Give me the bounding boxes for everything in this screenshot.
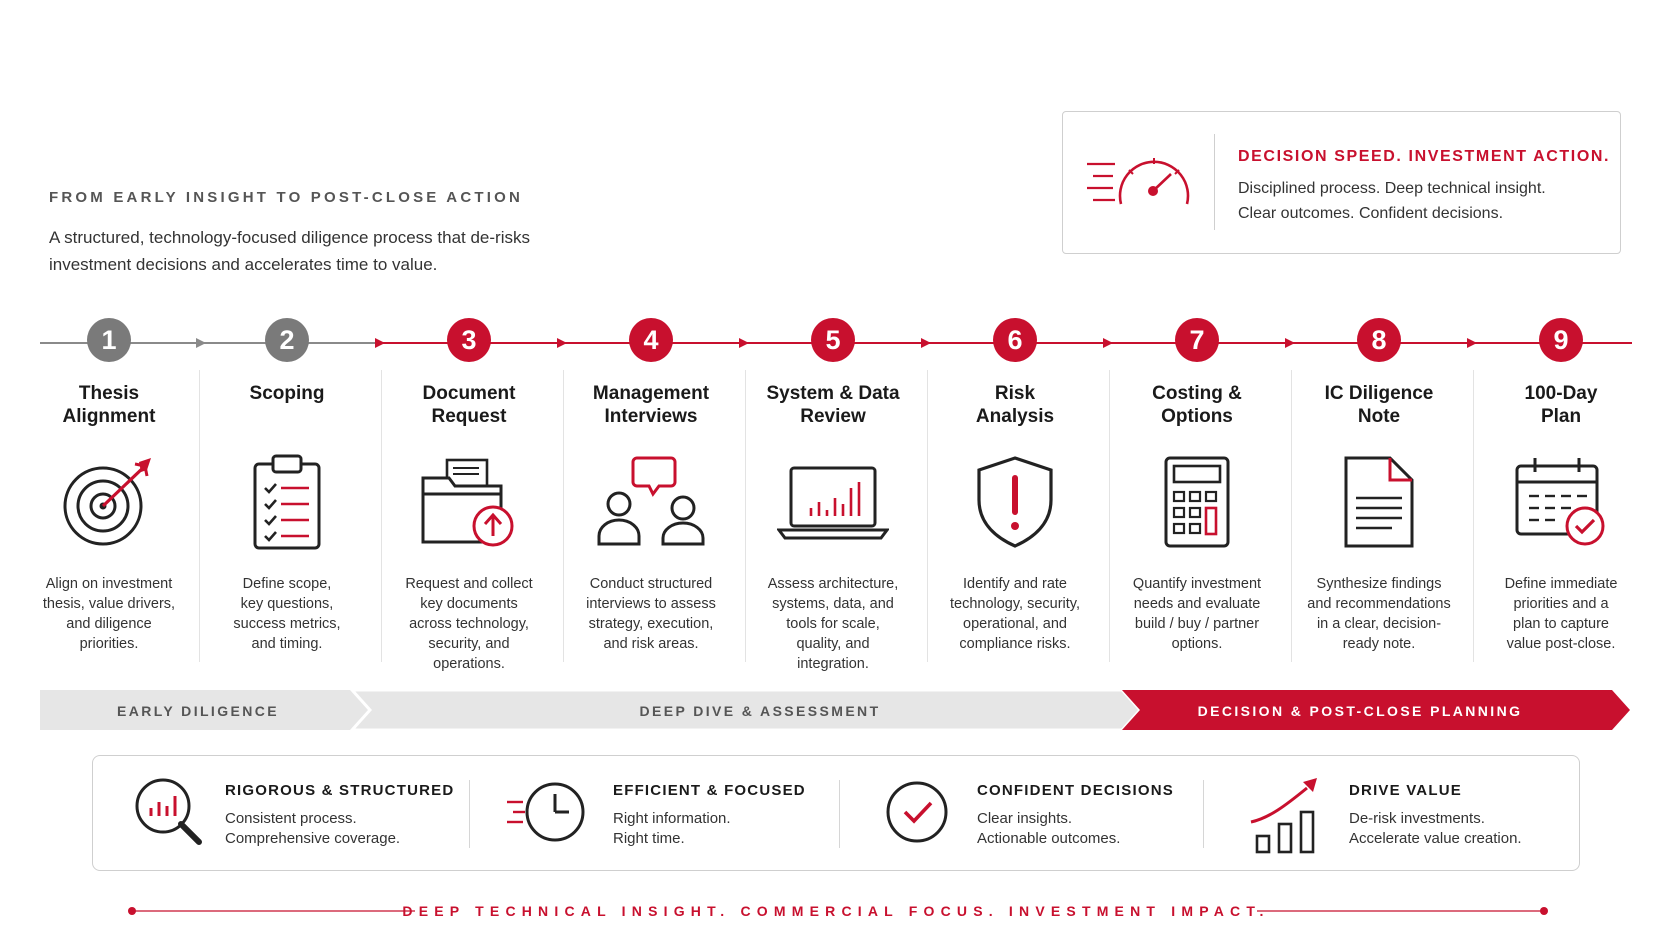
- benefit-separator: [839, 780, 840, 848]
- benefit-line: Right time.: [613, 830, 685, 847]
- step-risk-analysis: [924, 318, 1106, 654]
- clock-speed-icon: [505, 776, 589, 852]
- step-title: Management Interviews: [592, 383, 710, 427]
- step-title: Thesis Alignment: [62, 383, 156, 427]
- step-description: Identify and rate technology, security, operational, and compliance risks.: [949, 576, 1081, 652]
- benefit-title: CONFIDENT DECISIONS: [977, 782, 1174, 799]
- step-description: Quantify investment needs and evaluate build / buy / partner options.: [1132, 576, 1262, 652]
- step-thesis-alignment: [18, 318, 200, 654]
- speedometer-icon: [1083, 148, 1193, 218]
- step-title: Document Request: [422, 383, 516, 427]
- eyebrow-heading: FROM EARLY INSIGHT TO POST-CLOSE ACTION: [49, 189, 523, 206]
- step-number-badge: 4: [629, 318, 673, 362]
- benefit-line: Comprehensive coverage.: [225, 830, 401, 847]
- benefit-title: DRIVE VALUE: [1349, 782, 1462, 799]
- step-number-badge: 9: [1539, 318, 1583, 362]
- step-costing-options: [1106, 318, 1288, 654]
- callout-divider: [1214, 134, 1215, 230]
- step-number-badge: 6: [993, 318, 1037, 362]
- benefit-line: Right information.: [613, 810, 731, 827]
- intro-line-1: A structured, technology-focused diligence process that de-risks: [49, 228, 530, 247]
- step-description: Synthesize findings and recommendations in a clear, decision- ready note.: [1307, 576, 1451, 652]
- shield-alert-icon: [973, 454, 1057, 550]
- benefit-separator: [1203, 780, 1204, 848]
- step-title: Risk Analysis: [975, 383, 1055, 427]
- benefit-line: De-risk investments.: [1349, 810, 1485, 827]
- calendar-check-icon: [1513, 454, 1609, 550]
- benefit-separator: [469, 780, 470, 848]
- step-100-day-plan: [1470, 318, 1652, 654]
- phase-label: DEEP DIVE & ASSESSMENT: [639, 703, 881, 719]
- phase-label: DECISION & POST-CLOSE PLANNING: [1197, 703, 1523, 719]
- benefit-line: Consistent process.: [225, 810, 357, 827]
- step-description: Conduct structured interviews to assess strategy, execution, and risk areas.: [586, 576, 716, 652]
- intro-line-2: investment decisions and accelerates time to value.: [49, 255, 438, 274]
- step-management-interviews: [560, 318, 742, 654]
- intro-text: [49, 224, 609, 278]
- footer-tagline: DEEP TECHNICAL INSIGHT. COMMERCIAL FOCUS. INVESTMENT IMPACT.: [402, 903, 1270, 919]
- benefit-line: Clear insights.: [977, 810, 1073, 827]
- clipboard-checklist-icon: [247, 452, 327, 552]
- step-description: Define immediate priorities and a plan to capture value post-close.: [1504, 576, 1618, 652]
- benefit-efficient: [505, 756, 825, 872]
- callout-line-2: Clear outcomes. Confident decisions.: [1238, 205, 1504, 222]
- step-number-badge: 5: [811, 318, 855, 362]
- step-description: Align on investment thesis, value drivers, and diligence priorities.: [42, 576, 176, 652]
- step-number-badge: 1: [87, 318, 131, 362]
- calculator-icon: [1162, 454, 1232, 550]
- benefit-line: Accelerate value creation.: [1349, 830, 1522, 847]
- step-title: System & Data Review: [766, 383, 900, 427]
- benefit-confident: [885, 756, 1215, 872]
- step-document-request: [378, 318, 560, 674]
- step-title: Scoping: [249, 383, 325, 404]
- magnifier-chart-icon: [133, 776, 209, 852]
- target-icon: [61, 454, 157, 550]
- step-number-badge: 3: [447, 318, 491, 362]
- phase-bar: [40, 690, 1632, 730]
- benefit-rigorous: [133, 756, 453, 872]
- step-title: IC Diligence Note: [1324, 383, 1434, 427]
- callout-title: DECISION SPEED. INVESTMENT ACTION.: [1238, 148, 1611, 165]
- growth-chart-icon: [1249, 776, 1325, 856]
- step-number-badge: 8: [1357, 318, 1401, 362]
- callout-line-1: Disciplined process. Deep technical insight.: [1238, 180, 1546, 197]
- benefit-line: Actionable outcomes.: [977, 830, 1121, 847]
- phase-label: EARLY DILIGENCE: [116, 703, 280, 719]
- step-description: Define scope, key questions, success metrics, and timing.: [233, 576, 341, 652]
- check-circle-icon: [885, 776, 955, 852]
- benefits-panel: [92, 755, 1580, 871]
- step-ic-diligence-note: [1288, 318, 1470, 654]
- benefit-title: RIGOROUS & STRUCTURED: [225, 782, 455, 799]
- people-chat-icon: [593, 454, 709, 550]
- callout-box: [1062, 111, 1621, 254]
- step-description: Assess architecture, systems, data, and tools for scale, quality, and integration.: [767, 576, 899, 672]
- benefit-drive-value: [1249, 756, 1569, 872]
- step-title: Costing & Options: [1152, 383, 1242, 427]
- benefit-title: EFFICIENT & FOCUSED: [613, 782, 806, 799]
- step-title: 100-Day Plan: [1524, 383, 1598, 427]
- step-number-badge: 2: [265, 318, 309, 362]
- step-system-data-review: [742, 318, 924, 674]
- step-description: Request and collect key documents across technology, security, and operations.: [405, 576, 533, 672]
- laptop-chart-icon: [777, 462, 889, 542]
- document-icon: [1342, 454, 1416, 550]
- step-number-badge: 7: [1175, 318, 1219, 362]
- step-scoping: [196, 318, 378, 654]
- folder-upload-icon: [419, 454, 519, 550]
